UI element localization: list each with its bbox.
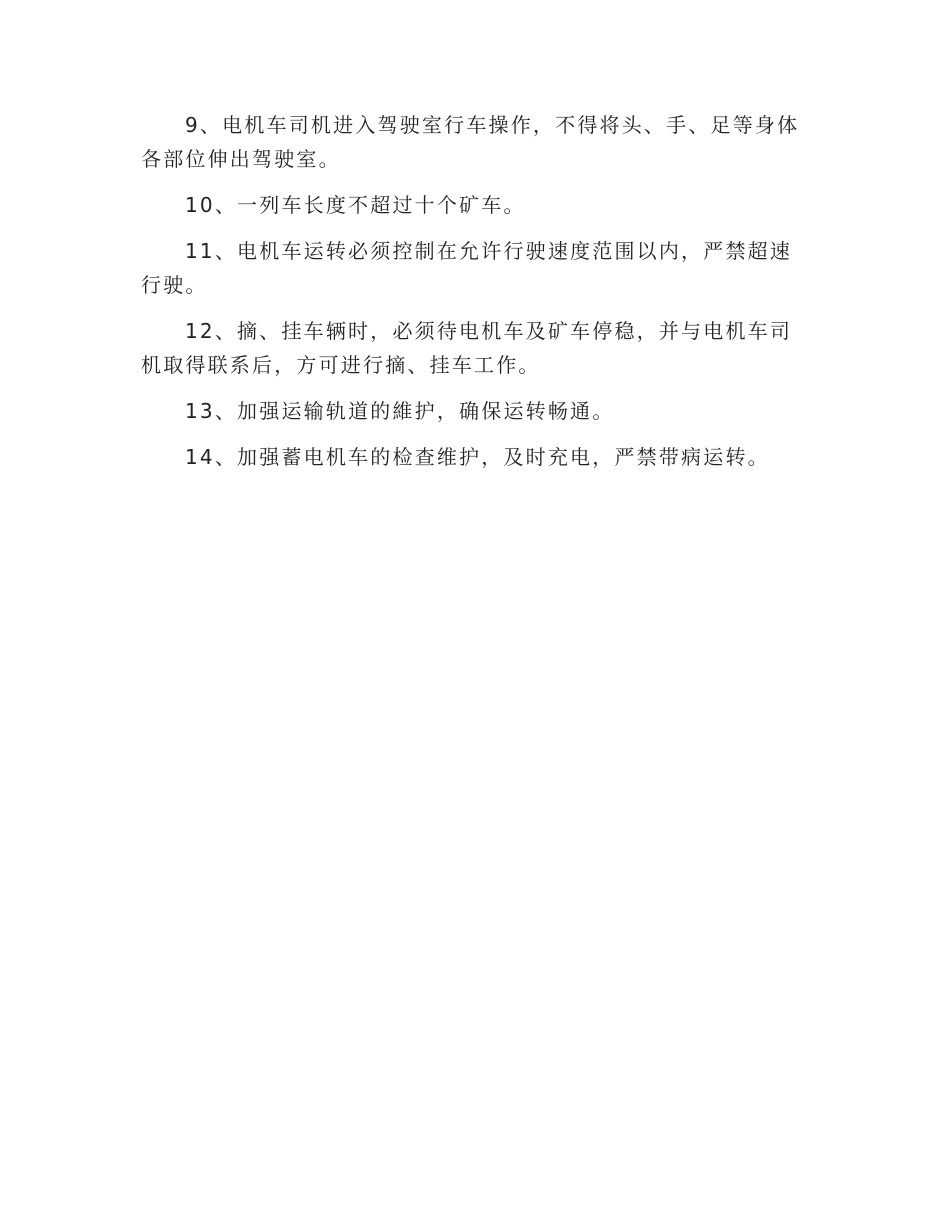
paragraph-item-12: 12、摘、挂车辆时，必须待电机车及矿车停稳，并与电机车司机取得联系后，方可进行摘、挂车工作。: [141, 319, 793, 377]
paragraph-item-10: 10、一列车长度不超过十个矿车。: [185, 193, 526, 217]
paragraph-item-13: 13、加强运输轨道的維护，确保运转畅通。: [185, 399, 615, 423]
paragraph-item-11: 11、电机车运转必须控制在允许行驶速度范围以内，严禁超速行驶。: [141, 239, 793, 297]
document-body: [141, 108, 807, 486]
paragraph-item-9: 9、电机车司机进入驾驶室行车操作，不得将头、手、足等身体各部位伸出驾驶室。: [141, 113, 800, 171]
paragraph-item-14: 14、加强蓄电机车的检查维护，及时充电，严禁带病运转。: [185, 445, 770, 469]
